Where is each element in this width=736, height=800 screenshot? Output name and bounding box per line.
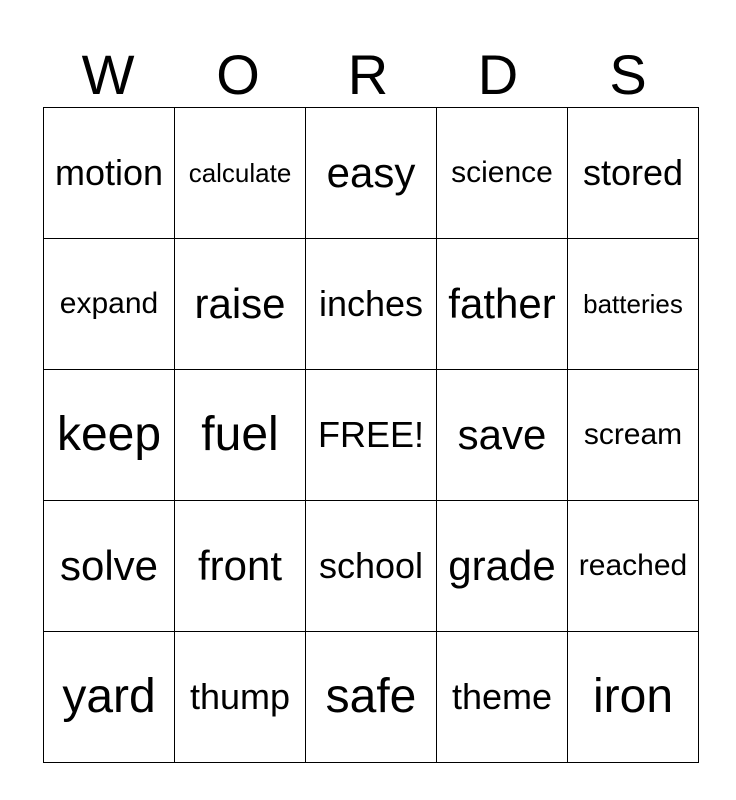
bingo-cell[interactable]: iron bbox=[568, 632, 699, 763]
bingo-cell[interactable]: front bbox=[175, 501, 306, 632]
title-letter-o: O bbox=[216, 43, 260, 106]
title-letter-d: D bbox=[477, 43, 519, 106]
bingo-cell[interactable]: father bbox=[437, 239, 568, 370]
bingo-cell[interactable]: theme bbox=[437, 632, 568, 763]
board-row bbox=[44, 501, 699, 632]
bingo-cell[interactable]: stored bbox=[568, 108, 699, 239]
bingo-cell[interactable]: thump bbox=[175, 632, 306, 763]
bingo-cell[interactable]: school bbox=[306, 501, 437, 632]
bingo-cell[interactable]: motion bbox=[44, 108, 175, 239]
bingo-cell[interactable]: keep bbox=[44, 370, 175, 501]
bingo-cell[interactable]: inches bbox=[306, 239, 437, 370]
bingo-cell[interactable]: calculate bbox=[175, 108, 306, 239]
bingo-cell[interactable]: batteries bbox=[568, 239, 699, 370]
bingo-cell[interactable]: raise bbox=[175, 239, 306, 370]
bingo-cell[interactable]: scream bbox=[568, 370, 699, 501]
bingo-cell[interactable]: grade bbox=[437, 501, 568, 632]
board-row bbox=[44, 632, 699, 763]
title-letter-s: S bbox=[609, 43, 647, 106]
bingo-cell[interactable]: easy bbox=[306, 108, 437, 239]
bingo-cell[interactable]: yard bbox=[44, 632, 175, 763]
board-row bbox=[44, 370, 699, 501]
bingo-board bbox=[43, 107, 699, 763]
bingo-cell[interactable]: fuel bbox=[175, 370, 306, 501]
bingo-cell[interactable]: reached bbox=[568, 501, 699, 632]
board-row bbox=[44, 108, 699, 239]
bingo-cell[interactable]: save bbox=[437, 370, 568, 501]
title-letter-w: W bbox=[81, 43, 135, 106]
title-letter-r: R bbox=[347, 43, 389, 106]
free-cell[interactable]: FREE! bbox=[306, 370, 437, 501]
bingo-title bbox=[43, 42, 693, 108]
bingo-cell[interactable]: science bbox=[437, 108, 568, 239]
bingo-cell[interactable]: expand bbox=[44, 239, 175, 370]
board-row bbox=[44, 239, 699, 370]
bingo-cell[interactable]: safe bbox=[306, 632, 437, 763]
bingo-cell[interactable]: solve bbox=[44, 501, 175, 632]
